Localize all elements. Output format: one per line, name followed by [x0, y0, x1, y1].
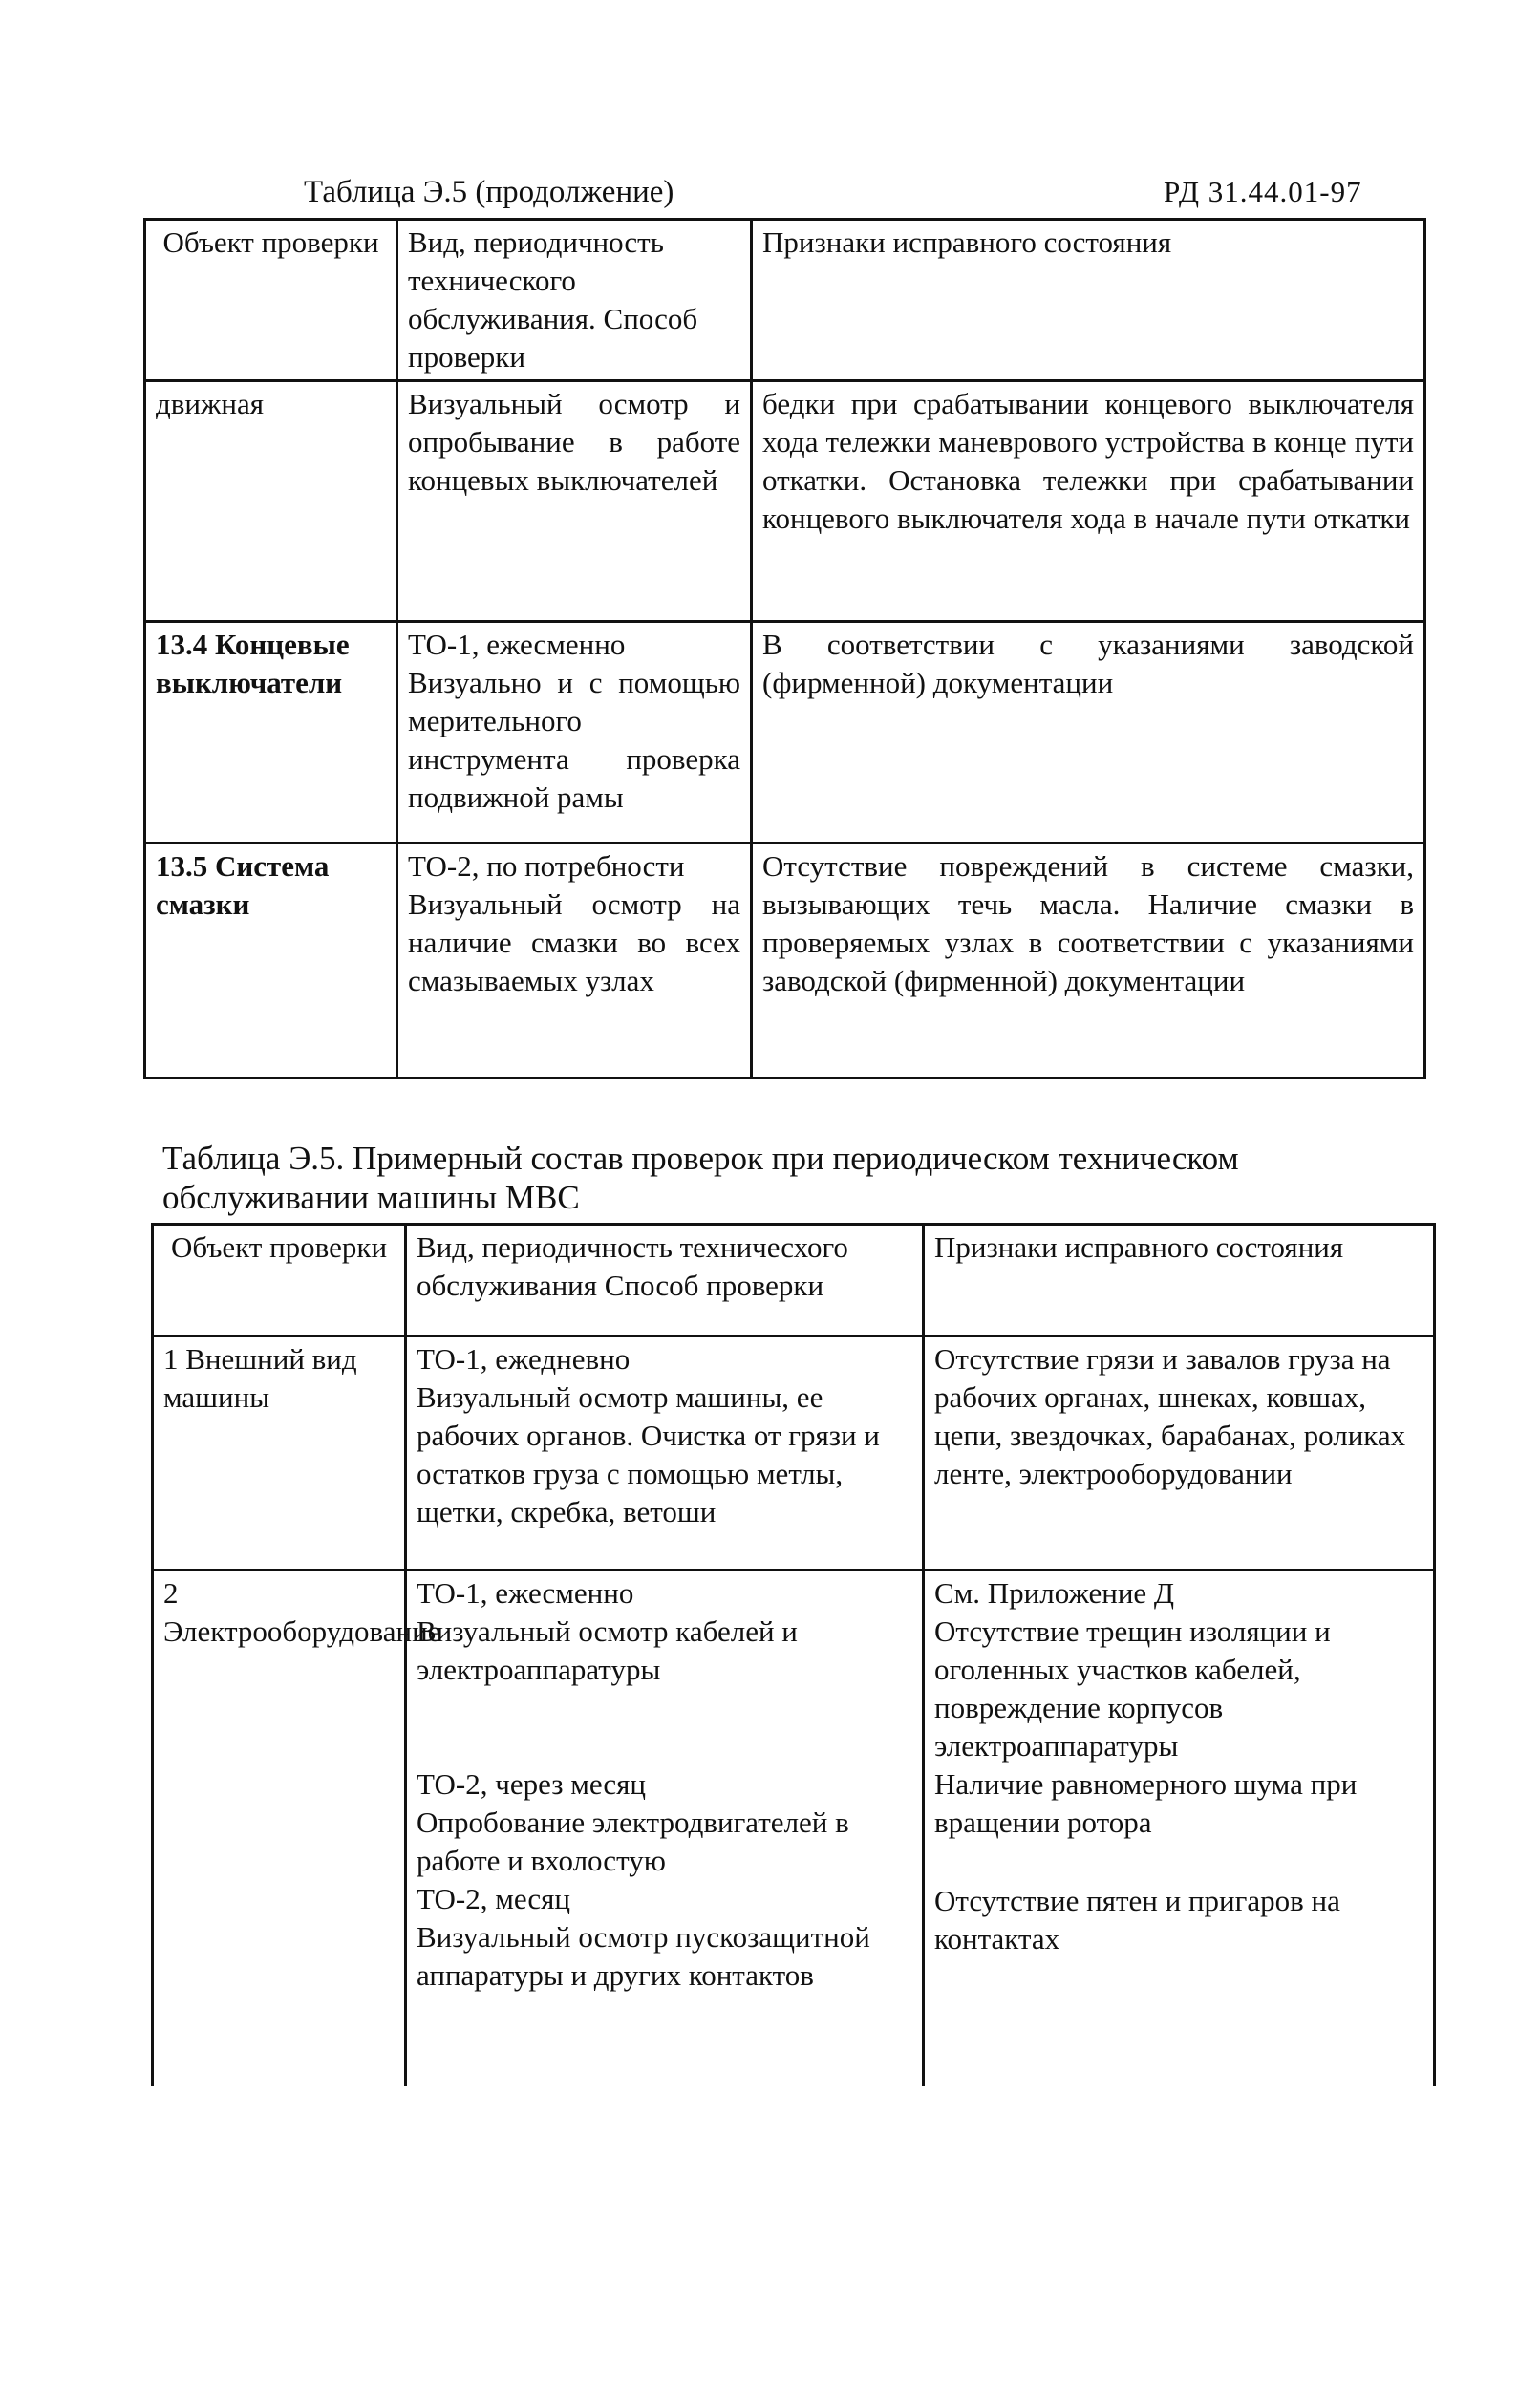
cell-text: Опробование электродвигателей в работе и вхолостую — [417, 1806, 849, 1877]
cell-text: ТО-1, ежесменно — [408, 628, 626, 661]
cell-text: Визуальный осмотр на наличие смазки во всех смазываемых узлах — [408, 887, 740, 997]
header-type-periodicity: Вид, периодичность технического обслуживания. Способ проверки — [397, 220, 752, 381]
cell-type — [397, 844, 752, 1079]
cell-signs: бедки при срабатывании концевого выключателя хода тележки маневрового устройства в конце пути откатки. Остановка тележки при срабатывании концевого выключателя хода в начале пути откатки — [752, 381, 1425, 622]
header-signs: Признаки исправного состояния — [752, 220, 1425, 381]
cell-object: 2 Электрооборудование — [153, 1571, 406, 2086]
cell-text: ТО-1, ежедневно — [417, 1342, 631, 1376]
header-type-periodicity: Вид, периодичность техничесхого обслуживания Способ проверки — [406, 1225, 924, 1336]
cell-type — [397, 381, 752, 622]
cell-type — [397, 622, 752, 844]
cell-object: движная — [145, 381, 397, 622]
table-row — [145, 844, 1425, 1079]
cell-text: Визуальный осмотр пускозащитной аппаратуры и других контактов — [417, 1920, 870, 1992]
header-signs: Признаки исправного состояния — [924, 1225, 1435, 1336]
header-object: Объект проверки — [153, 1225, 406, 1336]
cell-object: 13.5 Система смазки — [145, 844, 397, 1079]
cell-text: См. Приложение Д — [934, 1576, 1175, 1610]
table-header-row — [145, 220, 1425, 381]
cell-text: ТО-2, по потребности — [408, 849, 685, 883]
header-object: Объект проверки — [145, 220, 397, 381]
cell-text: Отсутствие пятен и пригаров на контактах — [934, 1884, 1340, 1956]
cell-signs — [924, 1571, 1435, 2086]
table-row — [153, 1336, 1435, 1571]
table-row — [153, 1571, 1435, 2086]
cell-text: Наличие равномерного шума при вращении ротора — [934, 1767, 1358, 1839]
cell-text: Отсутствие трещин изоляции и оголенных участков кабелей, повреждение корпусов электроаппаратуры — [934, 1614, 1331, 1763]
table-row — [145, 622, 1425, 844]
cell-object: 13.4 Концевые выключатели — [145, 622, 397, 844]
document-reference: РД 31.44.01-97 — [1164, 175, 1362, 208]
cell-type — [406, 1571, 924, 2086]
table-header-row — [153, 1225, 1435, 1336]
cell-text: ТО-1, ежесменно — [417, 1576, 634, 1610]
table-row — [145, 381, 1425, 622]
table-caption: Таблица Э.5. Примерный состав проверок при периодическом техническом обслуживании машины МВС — [162, 1140, 1239, 1216]
inspection-table — [151, 1223, 1436, 2086]
cell-text: Отсутствие грязи и завалов груза на рабочих органах, шнеках, ковшах, цепи, звездочках, барабанах, роликах ленте, электрооборудовании — [934, 1342, 1406, 1490]
table-caption-continued: Таблица Э.5 (продолжение) — [304, 175, 674, 209]
cell-type — [406, 1336, 924, 1571]
cell-text: Визуальный осмотр машины, ее рабочих органов. Очистка от грязи и остатков груза с помощью метлы, щетки, скребка, ветоши — [417, 1380, 880, 1528]
cell-text: ТО-2, месяц — [417, 1882, 570, 1915]
cell-text: Визуальный осмотр кабелей и электроаппаратуры — [417, 1614, 798, 1686]
cell-signs: В соответствии с указаниями заводской (фирменной) документации — [752, 622, 1425, 844]
cell-text: ТО-2, через месяц — [417, 1767, 646, 1801]
cell-text: Визуальный осмотр и опробывание в работе концевых выключателей — [408, 387, 740, 497]
cell-signs — [924, 1336, 1435, 1571]
inspection-table-continued — [143, 218, 1426, 1079]
cell-text: Визуально и с помощью мерительного инструмента проверка подвижной рамы — [408, 666, 740, 814]
cell-signs: Отсутствие повреждений в системе смазки, вызывающих течь масла. Наличие смазки в проверяемых узлах в соответствии с указаниями заводской (фирменной) документации — [752, 844, 1425, 1079]
cell-object: 1 Внешний вид машины — [153, 1336, 406, 1571]
